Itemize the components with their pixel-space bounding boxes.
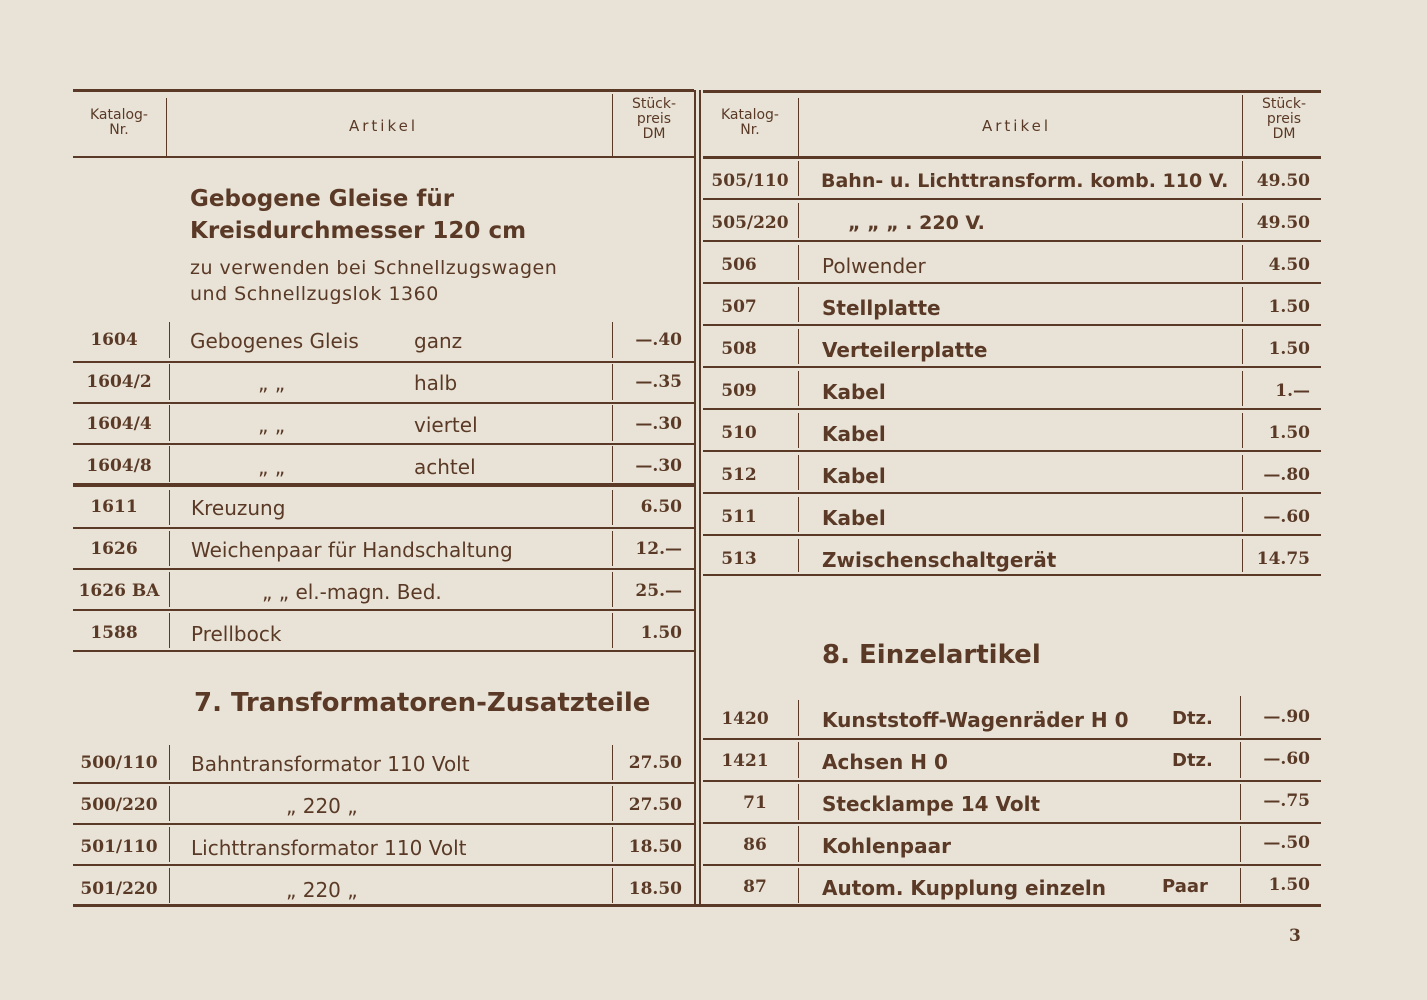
table-row-article: Kunststoff-Wagenräder H 0 — [822, 708, 1129, 732]
col-divider — [612, 405, 613, 441]
table-row-article: Bahntransformator 110 Volt — [191, 752, 470, 776]
col-divider — [1240, 696, 1241, 736]
col-divider — [1242, 497, 1243, 532]
right-header-price: Stück- preis DM — [1261, 96, 1307, 142]
col-divider — [612, 613, 613, 648]
table-row-price: —.50 — [1263, 833, 1310, 853]
right-header-katalog: Katalog- Nr. — [721, 107, 779, 138]
col-divider — [612, 322, 613, 358]
col-divider — [798, 245, 799, 280]
col-divider — [798, 287, 799, 322]
row-divider — [73, 527, 694, 529]
table-row-nr: 511 — [721, 507, 757, 527]
table-row-article-variant: ganz — [414, 329, 463, 353]
table-row-nr: 510 — [721, 423, 757, 443]
col-divider — [1240, 868, 1241, 903]
col-divider — [1242, 413, 1243, 448]
row-divider — [703, 822, 1321, 824]
col-divider — [169, 405, 170, 441]
table-row-unit: Paar — [1162, 876, 1208, 897]
table-row-article: Stecklampe 14 Volt — [822, 792, 1041, 816]
table-row-nr: 501/110 — [80, 837, 158, 857]
top-border-left — [73, 89, 694, 92]
col-divider — [169, 364, 170, 400]
row-divider — [703, 282, 1321, 284]
table-row-article: Kohlenpaar — [822, 834, 951, 858]
col-divider — [1240, 826, 1241, 862]
header-bottom-left — [73, 156, 694, 158]
col-divider — [612, 572, 613, 607]
table-row-article: „ „ „ . 220 V. — [848, 212, 985, 234]
row-divider — [703, 780, 1321, 782]
col-divider — [612, 490, 613, 525]
col-divider — [798, 161, 799, 196]
col-divider — [169, 446, 170, 482]
col-divider — [1242, 539, 1243, 572]
table-row-nr: 87 — [743, 877, 767, 897]
table-row-price: 1.50 — [640, 623, 682, 643]
col-divider — [798, 329, 799, 364]
page-number: 3 — [1289, 926, 1301, 946]
col-divider — [1240, 784, 1241, 820]
table-row-article: Prellbock — [191, 622, 282, 646]
table-row-article: Kabel — [822, 422, 886, 446]
table-row-article: Autom. Kupplung einzeln — [822, 876, 1107, 900]
table-row-price: 6.50 — [640, 497, 682, 517]
section-8-title: 8. Einzelartikel — [822, 640, 1041, 670]
table-row-price: 27.50 — [628, 795, 682, 815]
col-divider — [169, 745, 170, 780]
table-row-price: —.80 — [1263, 465, 1310, 485]
table-row-nr: 1420 — [721, 709, 769, 729]
table-row-price: 49.50 — [1256, 213, 1310, 233]
table-row-price: 27.50 — [628, 753, 682, 773]
col-divider — [169, 322, 170, 358]
table-row-price: 49.50 — [1256, 171, 1310, 191]
center-divider-1 — [694, 90, 696, 905]
center-divider-2 — [699, 90, 701, 905]
table-row-article: „ 220 „ — [286, 878, 358, 902]
table-row-nr: 509 — [721, 381, 757, 401]
table-row-nr: 501/220 — [80, 879, 158, 899]
col-divider — [1240, 742, 1241, 778]
col-divider — [612, 745, 613, 780]
row-divider — [73, 650, 694, 652]
col-divider — [1242, 329, 1243, 364]
col-divider — [612, 531, 613, 566]
row-divider — [703, 864, 1321, 866]
curved-track-subtitle-1: zu verwenden bei Schnellzugswagen — [190, 257, 558, 279]
table-row-price: 1.50 — [1268, 875, 1310, 895]
row-divider — [73, 864, 694, 866]
col-divider — [798, 413, 799, 448]
table-row-article: Achsen H 0 — [822, 750, 948, 774]
col-divider — [798, 203, 799, 238]
table-row-nr: 1626 BA — [78, 581, 160, 601]
table-row-nr: 512 — [721, 465, 757, 485]
table-row-article: Polwender — [822, 254, 926, 278]
header-bottom-right — [703, 156, 1321, 159]
table-row-nr: 1604/2 — [86, 372, 152, 392]
row-divider — [73, 443, 694, 445]
col-divider — [169, 868, 170, 903]
col-divider — [169, 827, 170, 862]
curved-track-subtitle-2: und Schnellzugslok 1360 — [190, 283, 439, 305]
row-divider — [73, 402, 694, 404]
col-divider — [1242, 245, 1243, 280]
table-row-price: —.90 — [1263, 707, 1310, 727]
left-header-katalog: Katalog- Nr. — [90, 107, 148, 138]
table-row-nr: 506 — [721, 255, 757, 275]
col-divider — [798, 784, 799, 820]
table-row-article: „ „ — [258, 371, 286, 395]
right-header-artikel: Artikel — [982, 117, 1052, 135]
col-divider — [798, 497, 799, 532]
table-row-price: —.40 — [635, 330, 682, 350]
row-divider — [73, 609, 694, 611]
col-divider — [1242, 287, 1243, 322]
table-row-nr: 1421 — [721, 751, 769, 771]
table-row-price: 12.— — [635, 539, 682, 559]
col-divider — [169, 613, 170, 648]
table-row-nr: 508 — [721, 339, 757, 359]
table-row-article: „ „ — [258, 413, 286, 437]
section-7-title: 7. Transformatoren-Zusatzteile — [194, 688, 651, 718]
col-divider — [612, 827, 613, 862]
row-divider — [703, 366, 1321, 368]
col-divider — [169, 490, 170, 525]
table-row-article: Kabel — [822, 506, 886, 530]
table-row-nr: 500/220 — [80, 795, 158, 815]
top-border-right — [703, 90, 1321, 93]
col-divider — [798, 371, 799, 406]
col-divider — [798, 539, 799, 572]
col-divider — [612, 446, 613, 482]
table-row-nr: 1588 — [90, 623, 138, 643]
col-divider — [1242, 371, 1243, 406]
col-divider — [798, 826, 799, 862]
table-row-nr: 500/110 — [80, 753, 158, 773]
col-divider — [612, 364, 613, 400]
col-divider — [612, 786, 613, 821]
table-row-article: Zwischenschaltgerät — [822, 548, 1057, 572]
table-row-price: 18.50 — [628, 837, 682, 857]
table-row-price: —.35 — [635, 372, 682, 392]
table-row-article: Gebogenes Gleis — [190, 329, 359, 353]
curved-track-title-2: Kreisdurchmesser 120 cm — [190, 218, 527, 244]
table-row-nr: 513 — [721, 549, 757, 569]
row-divider — [703, 534, 1321, 536]
col-divider — [1242, 161, 1243, 196]
row-divider — [703, 324, 1321, 326]
row-divider — [703, 450, 1321, 452]
col-divider — [798, 868, 799, 903]
table-row-price: —.30 — [635, 414, 682, 434]
table-row-price: 1.50 — [1268, 297, 1310, 317]
row-divider — [703, 492, 1321, 494]
table-row-article: Lichttransformator 110 Volt — [191, 836, 467, 860]
left-header-artikel: Artikel — [349, 117, 419, 135]
row-divider — [73, 782, 694, 784]
col-divider — [612, 868, 613, 903]
table-row-price: 1.— — [1275, 381, 1310, 401]
table-row-unit: Dtz. — [1172, 750, 1213, 771]
col-divider — [798, 700, 799, 736]
table-row-article-variant: viertel — [414, 413, 478, 437]
table-row-price: 1.50 — [1268, 423, 1310, 443]
table-row-nr: 505/220 — [711, 213, 789, 233]
row-divider — [703, 738, 1321, 740]
table-row-price: —.75 — [1263, 791, 1310, 811]
left-header-price: Stück- preis DM — [631, 96, 677, 142]
table-row-price: —.30 — [635, 456, 682, 476]
col-divider — [1242, 203, 1243, 238]
table-row-nr: 1604/8 — [86, 456, 152, 476]
table-row-price: 1.50 — [1268, 339, 1310, 359]
row-divider — [703, 574, 1321, 576]
col-divider — [1242, 455, 1243, 490]
row-divider — [73, 568, 694, 570]
group-divider — [73, 483, 694, 487]
table-row-unit: Dtz. — [1172, 708, 1213, 729]
table-row-price: —.60 — [1263, 507, 1310, 527]
table-row-article-variant: halb — [414, 371, 458, 395]
table-row-price: 4.50 — [1268, 255, 1310, 275]
table-row-article: Verteilerplatte — [822, 338, 988, 362]
table-row-nr: 505/110 — [711, 171, 789, 191]
table-row-nr: 1604 — [90, 330, 138, 350]
col-divider — [169, 531, 170, 566]
row-divider — [73, 361, 694, 363]
col-divider — [798, 742, 799, 778]
row-divider — [703, 240, 1321, 242]
bottom-border — [73, 904, 1321, 907]
table-row-price: —.60 — [1263, 749, 1310, 769]
curved-track-title-1: Gebogene Gleise für — [190, 186, 455, 212]
row-divider — [73, 823, 694, 825]
table-row-article-variant: achtel — [414, 455, 476, 479]
table-row-article: Kabel — [822, 464, 886, 488]
table-row-article: Weichenpaar für Handschaltung — [191, 538, 513, 562]
table-row-price: 25.— — [635, 581, 682, 601]
row-divider — [703, 408, 1321, 410]
hdr-right-sep1 — [798, 98, 799, 156]
table-row-nr: 507 — [721, 297, 757, 317]
table-row-nr: 1626 — [90, 539, 138, 559]
table-row-nr: 71 — [743, 793, 767, 813]
table-row-article: „ „ el.-magn. Bed. — [262, 580, 442, 604]
col-divider — [798, 455, 799, 490]
hdr-left-sep1 — [166, 98, 167, 156]
table-row-nr: 1611 — [90, 497, 138, 517]
table-row-article: Stellplatte — [822, 296, 941, 320]
table-row-price: 14.75 — [1256, 549, 1310, 569]
col-divider — [169, 786, 170, 821]
col-divider — [169, 572, 170, 607]
table-row-nr: 86 — [743, 835, 767, 855]
table-row-price: 18.50 — [628, 879, 682, 899]
hdr-right-sep2 — [1242, 95, 1243, 157]
table-row-article: Kabel — [822, 380, 886, 404]
table-row-nr: 1604/4 — [86, 414, 152, 434]
row-divider — [703, 198, 1321, 200]
hdr-left-sep2 — [612, 94, 613, 156]
table-row-article: „ 220 „ — [286, 794, 358, 818]
table-row-article: Kreuzung — [191, 496, 286, 520]
table-row-article: „ „ — [258, 455, 286, 479]
table-row-article: Bahn- u. Lichttransform. komb. 110 V. — [821, 170, 1229, 192]
